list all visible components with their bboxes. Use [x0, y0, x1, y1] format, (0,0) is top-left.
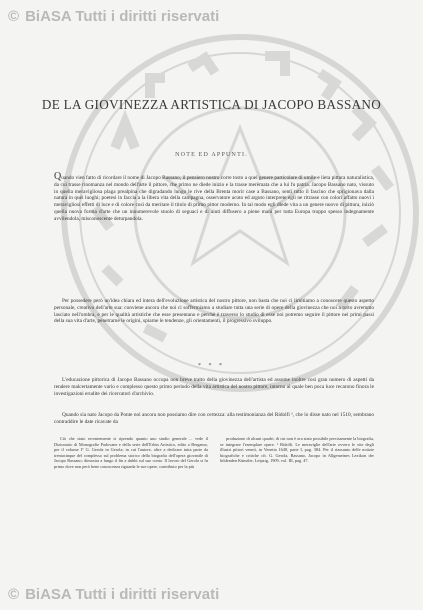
paragraph-1-text: uando vien fatto di ricordare il nome di Jacopo Bassano, il pensiero nostro corre tosto a quel genere particolare di umile e lieta pittura naturalistica, da cui trasse rinomanza nel mondo dell'arte il pittore, che primo ne diede inizio e la trasse merèmata che a lui fu patria. Jacopo Bassano nato, vissuto in quella meravigliosa plaga prealpina che digradando lungo le rive della Brenta morir case a Bassano, sentì tutto il fascino che sprigionava dalla natura in quei luoghi; poetesi in faccia a la libera vita della campagna, osservatore acuto ed arguto interprete egli ne ritrasse con colori affatto nuovi i meravigliosi effetti di luce e di colore così da meritare il titolo di primo pittor moderno. In tal modo egli diede vita a un genere nuovo di pittura, iniziò quella nuova forma d'arte che un innumerevole stuolo di seguaci e di aiuti diffusero a piene mani per tutta Europa troppo spesso indegnamente avvilendola, misconoscente deturpandola. [54, 175, 374, 222]
copyright-icon: © [8, 585, 20, 603]
article-title: DE LA GIOVINEZZA ARTISTICA DI JACOPO BASSANO [41, 97, 382, 112]
watermark-text: BiASA Tutti i diritti riservati [25, 585, 220, 603]
watermark-text: BiASA Tutti i diritti riservati [25, 7, 220, 25]
footnote-right-text: produzione di alcuni quadri, di cui non è ora stato possibile precisamente la biografia, se integrare l'esemplare opere. ¹ Ridolfi. Le meraviglie dell'arte ovvero le vite degli illustri pittori veneti, in Venetia 1648, parte I, pag. 384. Per il riassunto delle notizie biografiche e critiche cfr. G. Gerola, Bassano, Jacopo in Allgemeines Lexikon der bildenden Künstler, Leipzig, 1909, vol. III, pag. 47. [220, 436, 374, 464]
drop-cap: Q [54, 171, 62, 182]
footnote-left-column [54, 436, 208, 556]
footnote-right-column [220, 436, 374, 556]
paragraph-4: Quando sia nato Jacopo da Ponte noi ancora non possiamo dire con certezza: alla testimonianza del Ridolfi ¹, che lo disse nato nel 1510, sembrano contraddire le date ricavate da [54, 412, 374, 425]
section-separator: * * * [198, 363, 225, 369]
article-subtitle: NOTE ED APPUNTI. [175, 152, 248, 158]
watermark-top [0, 2, 423, 30]
paragraph-2: Per possedere però un'idea chiara ed intera dell'evoluzione artistica del nostro pittore, non basta che noi ci limitiamo a conoscere questo aspetto personale, creativo dell'arte sua: conviene ancora che noi ci soffermiamo a studiare tutta una serie di opere della giovinezza che noi a torto avremmo lasciato nell'ombra, e per le qualità artistiche che esse presentano e perchè è traverso lo studio di esse noi potremo seguire il pittore nei primi passi della sua vita d'arte, penetrarne le origini, spiarne le tendenze, gli orientamenti, il progressivo sviluppo. [54, 298, 374, 325]
copyright-icon: © [8, 7, 20, 25]
paragraph-1 [54, 171, 374, 222]
paragraph-3: L'educazione pittorica di Jacopo Bassano occupa non breve tratto della giovinezza dell'artista ed assume inoltre così gran numero di aspetti da rendere malcertamente vario e complesso questo primo periodo della vita artistica del nostro pittore, intorno al quale ben poca luce recarono finora le investigazioni erudite dei ricercatori d'archivio. [54, 377, 374, 397]
footnotes [54, 436, 374, 556]
watermark-bottom [0, 580, 423, 608]
footnote-left-text: Ciò che stato recentemente si riprendo quanto uno studio generale ... vede il Dizionario di Monografie Padovane e della serie dell'Erbin Artistico, edito a Bergamo, per il volume I° G. Gerola in Gerola; in cui l'autore, oltre a dedicare tutta parte da trentacinque del complesso sul problema storico della biografia dell'opera giovanile di Jacopo Bassano; dimostra a lungo il fin a dubbi sul suo conto. Il lavoro del Gerola si fu primo dove non però bene conoscenza riguarda le sue opere, contributo per la più [54, 436, 208, 469]
